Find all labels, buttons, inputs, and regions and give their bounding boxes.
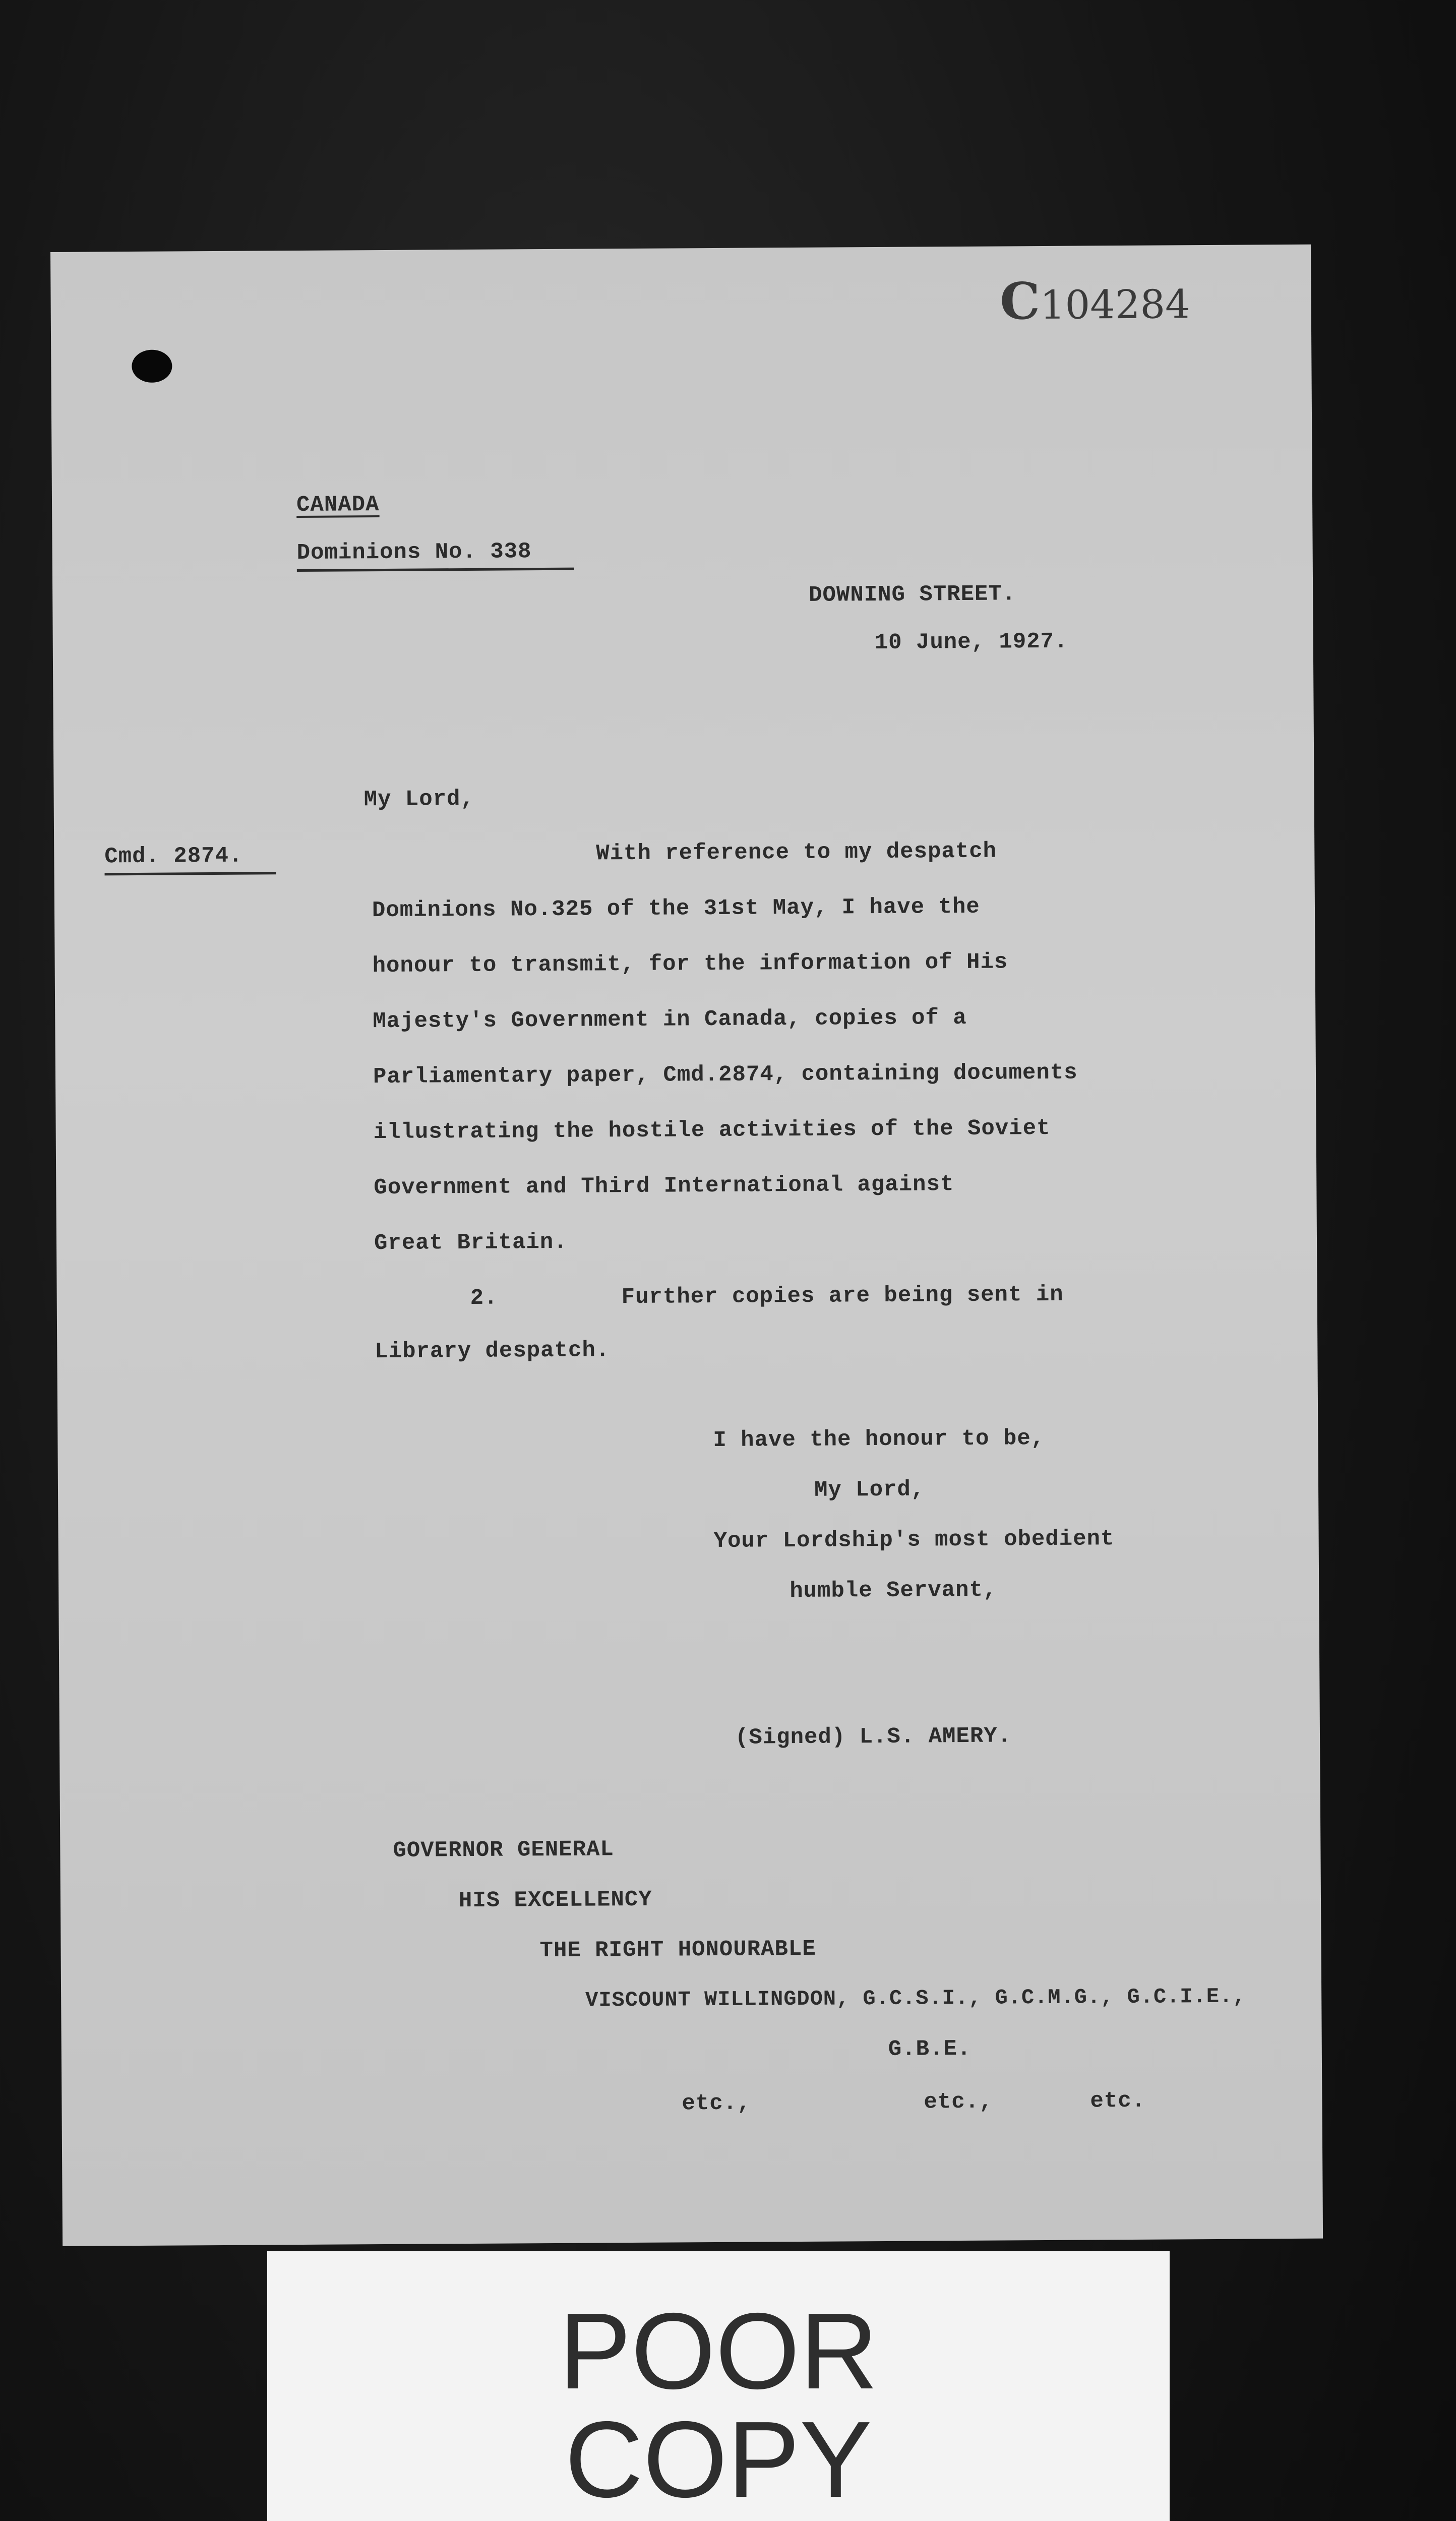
margin-underline: [105, 872, 276, 875]
dominions-underline: [297, 568, 574, 572]
body-line: Majesty's Government in Canada, copies of a: [373, 1005, 967, 1035]
body-line: Dominions No.325 of the 31st May, I have the: [372, 894, 980, 924]
body-line: illustrating the hostile activities of the Soviet: [373, 1115, 1051, 1146]
etc-text: etc.,: [682, 2090, 751, 2117]
body-line: honour to transmit, for the information of His: [372, 949, 1008, 979]
addressee-line: G.B.E.: [888, 2036, 972, 2062]
para2-line: Library despatch.: [375, 1338, 610, 1365]
body-line: Government and Third International against: [374, 1172, 954, 1201]
addressee-line: HIS EXCELLENCY: [458, 1887, 652, 1914]
addressee-line: GOVERNOR GENERAL: [393, 1837, 614, 1864]
punch-hole: [132, 350, 172, 383]
body-line: Parliamentary paper, Cmd.2874, containing documents: [373, 1060, 1078, 1090]
body-line: With reference to my despatch: [596, 838, 997, 867]
document-number: [1000, 270, 1190, 331]
closing-line: humble Servant,: [790, 1577, 997, 1604]
letter-sheet: [50, 245, 1323, 2246]
paragraph-number: 2.: [470, 1285, 498, 1311]
closing-line: Your Lordship's most obedient: [713, 1526, 1115, 1554]
poor-copy-line: COPY: [565, 2398, 872, 2520]
document-number-value: 104284: [1040, 282, 1190, 329]
para2-line: Further copies are being sent in: [621, 1282, 1064, 1310]
signature: (Signed) L.S. AMERY.: [735, 1723, 1012, 1751]
address: DOWNING STREET.: [809, 581, 1016, 608]
closing-line: My Lord,: [814, 1477, 925, 1503]
etc-text: etc.,: [924, 2089, 993, 2115]
addressee-line: VISCOUNT WILLINGDON, G.C.S.I., G.C.M.G., G.C.I.E.,: [585, 1984, 1246, 2013]
poor-copy-line: POOR: [559, 2290, 878, 2412]
addressee-line: THE RIGHT HONOURABLE: [539, 1936, 816, 1964]
body-line: Great Britain.: [374, 1229, 568, 1256]
country-heading: CANADA: [296, 492, 380, 518]
salutation: My Lord,: [363, 786, 475, 813]
etc-text: etc.: [1090, 2088, 1146, 2114]
document-number-prefix: C: [999, 271, 1041, 331]
letter-date: 10 June, 1927.: [874, 629, 1068, 656]
dominions-reference: Dominions No. 338: [296, 539, 532, 566]
poor-copy-stamp: [267, 2251, 1170, 2521]
margin-reference: Cmd. 2874.: [104, 843, 243, 870]
closing-line: I have the honour to be,: [713, 1425, 1045, 1454]
